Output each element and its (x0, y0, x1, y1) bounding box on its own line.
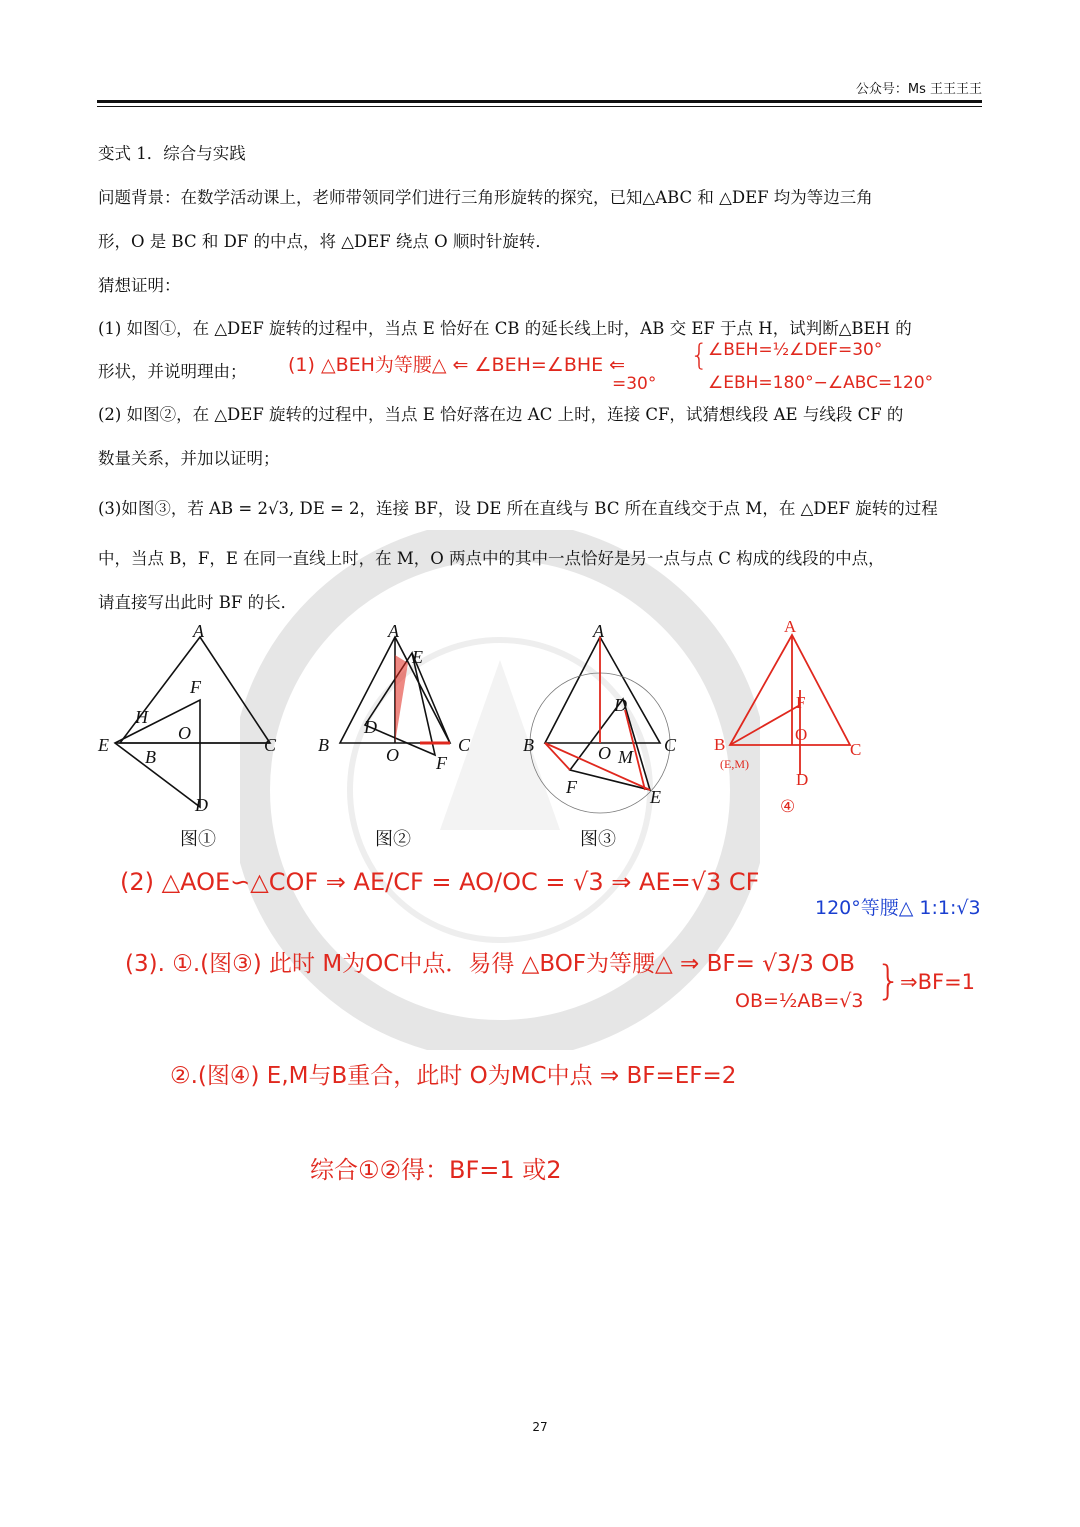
fig2-label-E: E (412, 647, 423, 667)
fig2-label-A: A (388, 621, 399, 641)
fig4-label-D: D (796, 770, 809, 789)
fig3-label-D: D (614, 695, 627, 715)
fig3-label-M: M (618, 747, 633, 767)
fig1-label-D: D (195, 795, 208, 815)
handwritten-brace-q1: { (690, 338, 709, 372)
fig3-label-C: C (664, 735, 677, 755)
question2-line2: 数量关系，并加以证明； (98, 449, 280, 468)
fig1-label-A: A (193, 621, 204, 641)
fig4-label-EM: (E,M) (720, 757, 749, 771)
problem-title: 变式 1．综合与实践 (98, 144, 246, 163)
fig1-label-O: O (178, 723, 191, 743)
problem-background-line2: 形，O 是 BC 和 DF 的中点，将 △DEF 绕点 O 顺时针旋转． (98, 232, 552, 251)
fig4-label-O: O (795, 725, 808, 744)
fig1-label-F: F (190, 677, 201, 697)
handwritten-q3-case1: (3). ①.(图③) 此时 M为OC中点．易得 △BOF为等腰△ ⇒ BF= √3/3 OB (125, 951, 856, 977)
header-rule-thin (97, 106, 982, 107)
fig1-label-H: H (135, 707, 148, 727)
fig2-label-B: B (318, 735, 329, 755)
handwritten-q1-reason1: ∠BEH=½∠DEF=30° (708, 340, 883, 360)
fig4-label-F: F (796, 693, 806, 712)
fig2-label-F: F (436, 753, 447, 773)
question3-line2: 中，当点 B，F，E 在同一直线上时，在 M，O 两点中的其中一点恰好是另一点与点 C 构成的线段的中点， (98, 549, 885, 568)
fig2-label-C: C (458, 735, 471, 755)
handwritten-q1-reason2: ∠EBH=180°−∠ABC=120° (708, 373, 934, 393)
page-number: 27 (532, 1420, 548, 1434)
fig2-label-D: D (364, 717, 377, 737)
conjecture-label: 猜想证明： (98, 276, 181, 295)
fig3-caption: 图③ (580, 829, 616, 849)
fig2-label-O: O (386, 745, 399, 765)
fig3-label-E: E (650, 787, 661, 807)
fig1-caption: 图① (180, 829, 216, 849)
question1-line2: 形状，并说明理由； (98, 362, 247, 381)
handwritten-conclusion: 综合①②得：BF=1 或2 (310, 1156, 562, 1184)
handwritten-q3-case2: ②.(图④) E,M与B重合，此时 O为MC中点 ⇒ BF=EF=2 (170, 1063, 737, 1089)
handwritten-q1-answer: (1) △BEH为等腰△ ⇐ ∠BEH=∠BHE ⇐ (288, 354, 626, 376)
question1-line1: (1) 如图①，在 △DEF 旋转的过程中，当点 E 恰好在 CB 的延长线上时，AB 交 EF 于点 H，试判断△BEH 的 (98, 319, 912, 338)
page-header: 公众号：Ms 王王王王 (855, 82, 982, 97)
fig4-label-C: C (850, 740, 862, 759)
handwritten-q2-answer: (2) △AOE∽△COF ⇒ AE/CF = AO/OC = √3 ⇒ AE=√3 CF (120, 868, 760, 896)
fig3-label-B: B (523, 735, 534, 755)
question3-line3: 请直接写出此时 BF 的长． (98, 593, 298, 612)
fig1-label-B: B (145, 747, 156, 767)
handwritten-q3-case1-result: ⇒BF=1 (900, 970, 976, 994)
fig1-label-E: E (98, 735, 109, 755)
problem-background-line1: 问题背景：在数学活动课上，老师带领同学们进行三角形旋转的探究，已知△ABC 和 △DEF 均为等边三角 (98, 188, 873, 207)
fig4-label-B: B (714, 735, 726, 754)
handwritten-brace-q3: } (876, 958, 902, 1004)
fig1-label-C: C (264, 735, 277, 755)
fig4-number: ④ (780, 797, 796, 816)
handwritten-blue-note: 120°等腰△ 1:1:√3 (815, 897, 981, 919)
question2-line1: (2) 如图②，在 △DEF 旋转的过程中，当点 E 恰好落在边 AC 上时，连接 CF，试猜想线段 AE 与线段 CF 的 (98, 405, 904, 424)
handwritten-q3-case1-sub: OB=½AB=√3 (735, 990, 864, 1012)
handwritten-q1-answer-sub: =30° (612, 374, 657, 394)
fig4-label-A: A (784, 617, 797, 636)
header-rule-thick (97, 100, 982, 103)
figure-4-handwritten (700, 610, 880, 830)
fig3-label-A: A (593, 621, 604, 641)
fig3-label-O: O (598, 743, 611, 763)
fig2-caption: 图② (375, 829, 411, 849)
question3-line1: (3)如图③，若 AB = 2√3, DE = 2，连接 BF，设 DE 所在直线与 BC 所在直线交于点 M，在 △DEF 旋转的过程 (98, 499, 938, 518)
fig3-label-F: F (566, 777, 577, 797)
figure-group (90, 615, 730, 855)
